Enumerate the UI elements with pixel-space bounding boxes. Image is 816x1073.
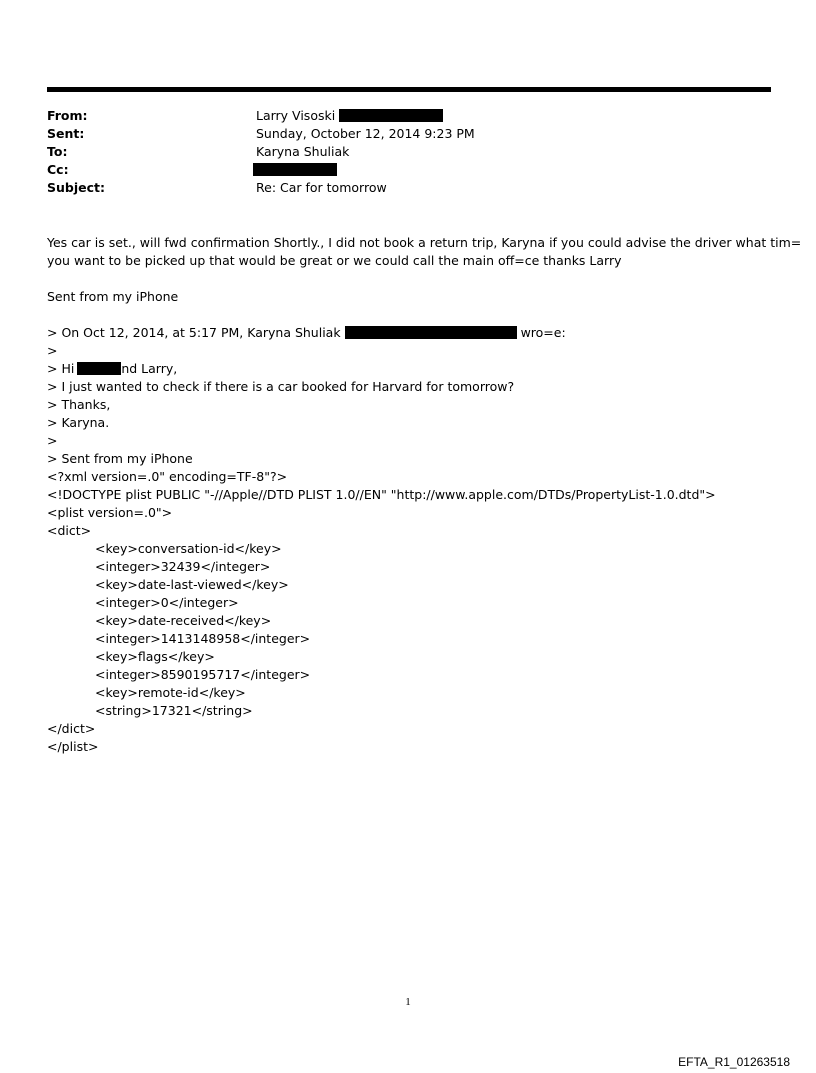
redaction-box	[253, 163, 337, 176]
plist-entry: <integer>1413148958</integer>	[95, 631, 311, 646]
quote-line: > Sent from my iPhone	[47, 451, 193, 466]
from-name: Larry Visoski	[256, 108, 336, 123]
blank-line	[47, 306, 787, 324]
quote-greeting-suffix: nd Larry,	[121, 361, 178, 376]
plist-entry: <string>17321</string>	[95, 703, 253, 718]
quote-greeting-prefix: > Hi	[47, 361, 75, 376]
subject-value: Re: Car for tomorrow	[256, 180, 387, 195]
cc-label: Cc:	[47, 162, 69, 177]
quote-intro-line	[47, 324, 787, 342]
plist-line: <dict>	[47, 523, 92, 538]
sent-value: Sunday, October 12, 2014 9:23 PM	[256, 126, 475, 141]
header-rule	[47, 87, 771, 92]
subject-label: Subject:	[47, 180, 105, 195]
quote-line: >	[47, 433, 58, 448]
plist-entry: <integer>8590195717</integer>	[95, 667, 311, 682]
page-number: 1	[405, 996, 411, 1008]
to-label: To:	[47, 144, 68, 159]
from-label: From:	[47, 108, 88, 123]
redaction-box	[339, 109, 443, 122]
quote-line: >	[47, 343, 58, 358]
quote-greeting-line	[47, 360, 787, 378]
quote-intro-text: > On Oct 12, 2014, at 5:17 PM, Karyna Shuliak	[47, 325, 341, 340]
signature-line: Sent from my iPhone	[47, 289, 179, 304]
redaction-box	[345, 326, 517, 339]
plist-entry: <integer>0</integer>	[95, 595, 239, 610]
plist-entry: <integer>32439</integer>	[95, 559, 271, 574]
plist-line: </plist>	[47, 739, 99, 754]
bates-number: EFTA_R1_01263518	[678, 1055, 790, 1069]
plist-line: </dict>	[47, 721, 96, 736]
plist-entry: <key>flags</key>	[95, 649, 215, 664]
redaction-box	[77, 362, 121, 375]
plist-entry: <key>date-last-viewed</key>	[95, 577, 289, 592]
plist-entry: <key>remote-id</key>	[95, 685, 246, 700]
quote-line: > I just wanted to check if there is a car booked for Harvard for tomorrow?	[47, 379, 515, 394]
quote-intro-suffix: wro=e:	[520, 325, 566, 340]
message-body	[47, 234, 802, 756]
plist-entry: <key>date-received</key>	[95, 613, 272, 628]
blank-line	[47, 270, 787, 288]
plist-line: <!DOCTYPE plist PUBLIC "-//Apple//DTD PLIST 1.0//EN" "http://www.apple.com/DTDs/PropertyList-1.0.dtd">	[47, 487, 716, 502]
cc-value	[253, 161, 337, 179]
quote-line: > Thanks,	[47, 397, 111, 412]
plist-line: <?xml version=.0" encoding=TF-8"?>	[47, 469, 288, 484]
plist-entry: <key>conversation-id</key>	[95, 541, 282, 556]
body-line: you want to be picked up that would be great or we could call the main off=ce thanks Larry	[47, 253, 622, 268]
body-line: Yes car is set., will fwd confirmation Shortly., I did not book a return trip, Karyna if you could advise the driver what tim=	[47, 235, 802, 250]
from-value	[256, 107, 443, 125]
sent-label: Sent:	[47, 126, 85, 141]
plist-line: <plist version=.0">	[47, 505, 173, 520]
to-value: Karyna Shuliak	[256, 144, 350, 159]
email-header	[47, 107, 771, 197]
quote-line: > Karyna.	[47, 415, 110, 430]
